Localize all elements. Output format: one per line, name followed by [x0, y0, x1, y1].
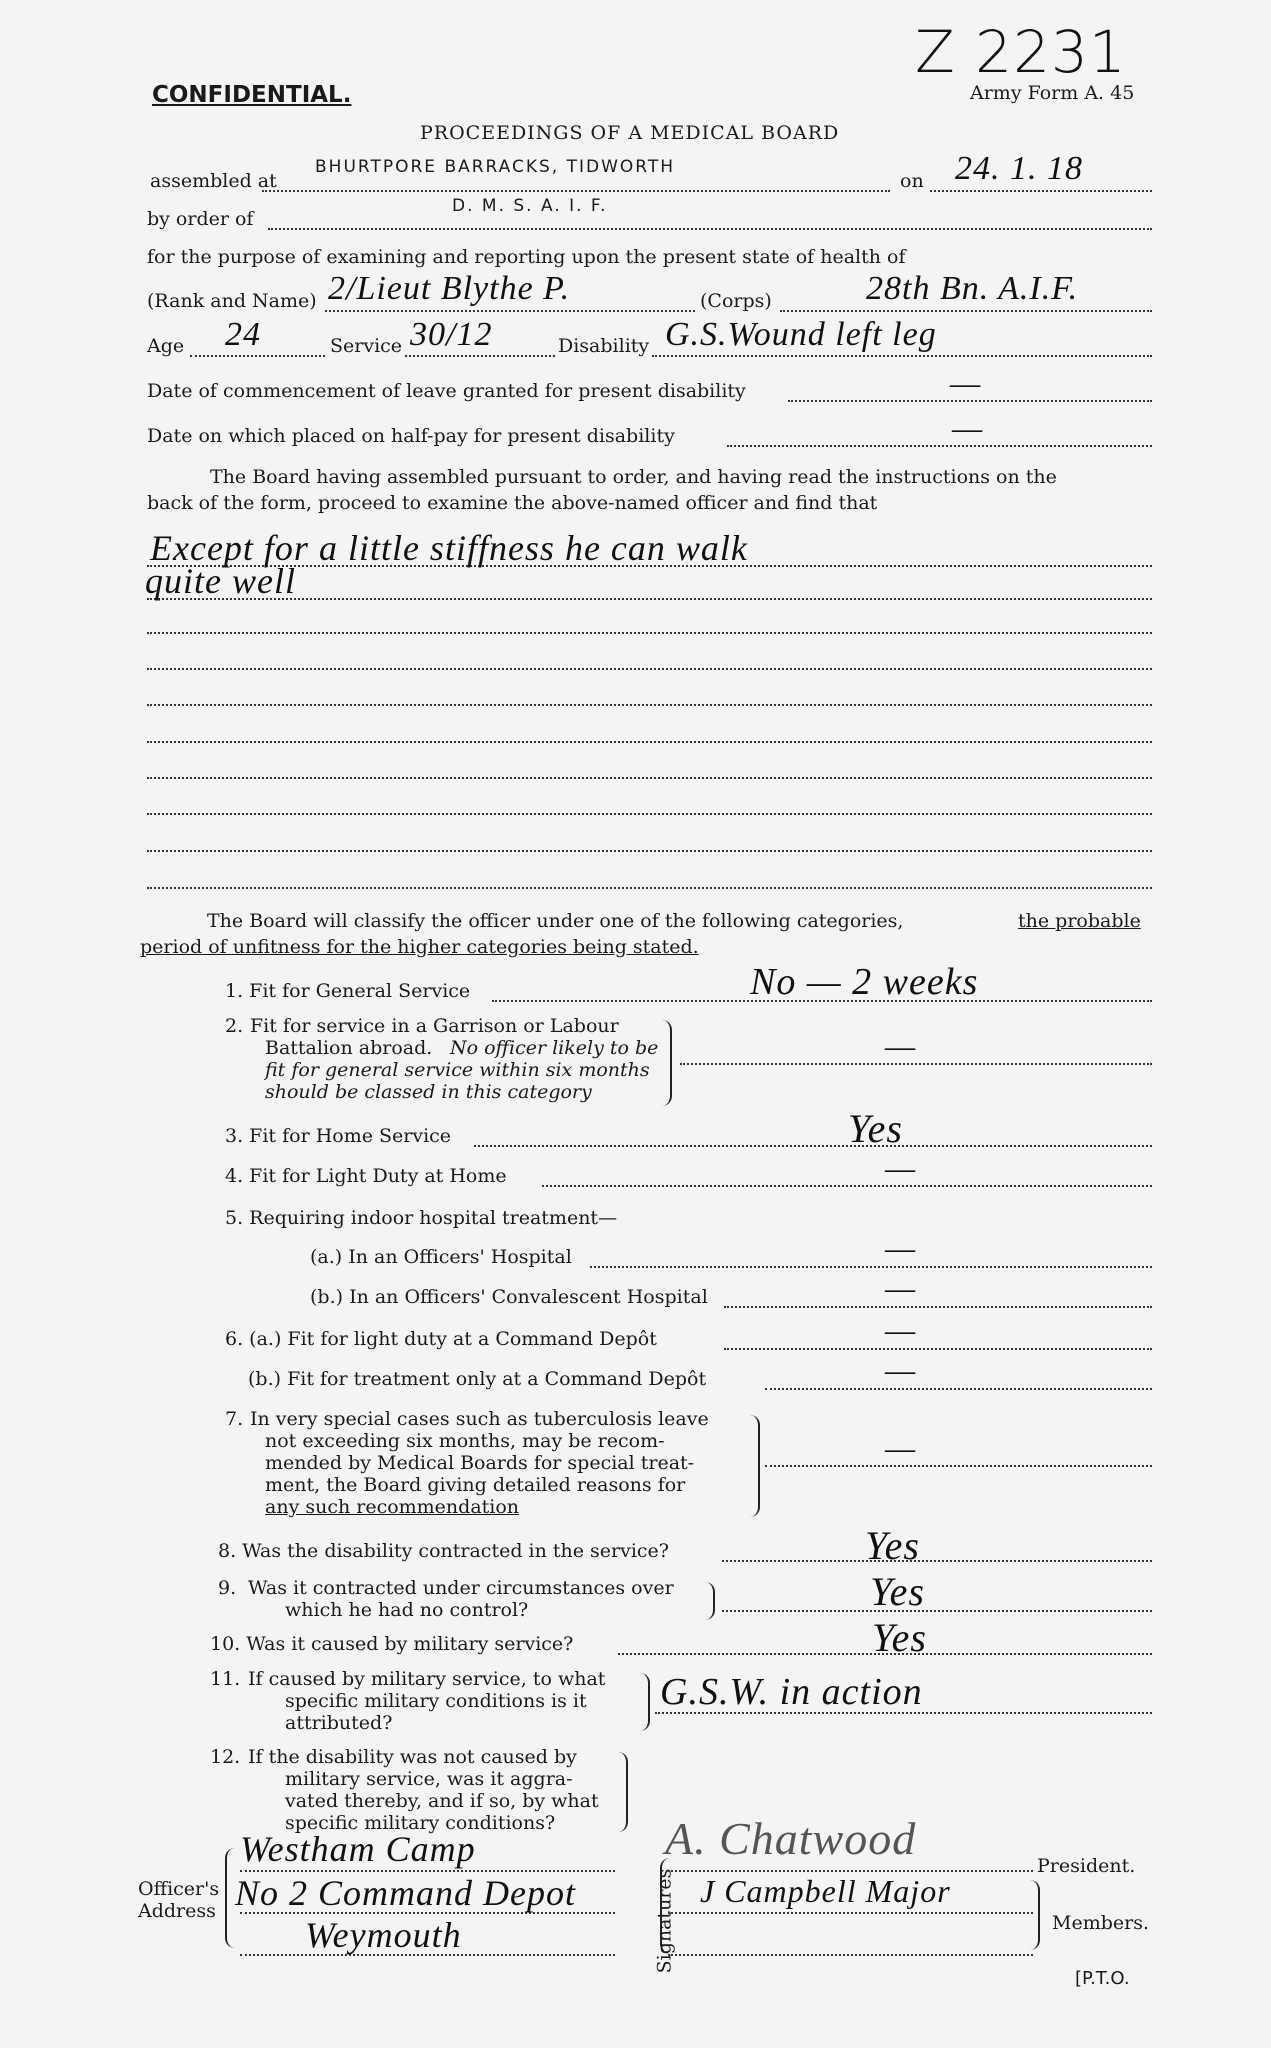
location-rule [262, 190, 890, 192]
question-9-line2: which he had no control? [285, 1599, 529, 1621]
category-5a-label: (a.) In an Officers' Hospital [310, 1246, 572, 1268]
rank-name-label: (Rank and Name) [147, 290, 317, 312]
on-label: on [900, 170, 924, 192]
members-label: Members. [1052, 1912, 1149, 1934]
rank-name-rule [325, 310, 695, 312]
question-9-brace [705, 1582, 715, 1620]
category-3-rule [474, 1145, 1152, 1147]
address-line3: Weymouth [305, 1915, 462, 1955]
address-line2: No 2 Command Depot [235, 1873, 576, 1913]
findings-intro-line2: back of the form, proceed to examine the above-named officer and find that [147, 492, 878, 514]
category-5b-rule [724, 1306, 1152, 1308]
findings-rule-5 [147, 704, 1152, 706]
question-11-value: G.S.W. in action [660, 1671, 923, 1713]
question-9-value: Yes [870, 1569, 925, 1614]
leave-commencement-value: — [950, 365, 982, 402]
ordered-by: D. M. S. A. I. F. [452, 196, 608, 216]
disability-label: Disability [558, 335, 650, 357]
address-label-line1: Officer's [138, 1878, 220, 1900]
category-6a-rule [724, 1348, 1152, 1350]
assembly-date: 24. 1. 18 [955, 150, 1083, 187]
form-name: Army Form A. 45 [970, 82, 1135, 104]
category-7-line4: ment, the Board giving detailed reasons for [265, 1474, 686, 1496]
question-10-value: Yes [872, 1615, 927, 1660]
corps-rule [780, 310, 1152, 312]
question-12-number: 12. [210, 1746, 241, 1768]
members-brace [1028, 1880, 1040, 1950]
question-11-line3: attributed? [285, 1712, 393, 1734]
findings-rule-6 [147, 741, 1152, 743]
category-5-label: 5. Requiring indoor hospital treatment— [225, 1207, 618, 1229]
category-2-line2: Battalion abroad. [265, 1037, 433, 1059]
page-title: PROCEEDINGS OF A MEDICAL BOARD [420, 122, 840, 144]
age-label: Age [147, 335, 185, 357]
president-label: President. [1037, 1855, 1136, 1877]
category-7-number: 7. [225, 1408, 244, 1430]
findings-rule-7 [147, 777, 1152, 779]
disability-value: G.S.Wound left leg [665, 316, 937, 353]
findings-rule-10 [147, 887, 1152, 889]
category-2-value: — [885, 1028, 917, 1065]
category-3-label: 3. Fit for Home Service [225, 1125, 452, 1147]
category-5a-value: — [885, 1230, 917, 1267]
halfpay-label: Date on which placed on half-pay for present disability [147, 425, 675, 447]
assembly-location: BHURTPORE BARRACKS, TIDWORTH [315, 157, 676, 177]
age-value: 24 [225, 316, 261, 353]
category-7-rule [765, 1465, 1152, 1467]
category-2-note1: No officer likely to be [450, 1037, 659, 1059]
classify-line2: period of unfitness for the higher categories being stated. [140, 936, 699, 958]
question-11-brace [640, 1673, 650, 1731]
member-rule-2 [668, 1954, 1033, 1956]
leave-commencement-label: Date of commencement of leave granted for present disability [147, 380, 746, 402]
confidential-heading: CONFIDENTIAL. [152, 82, 352, 108]
findings-rule-9 [147, 850, 1152, 852]
findings-rule-2 [147, 598, 1152, 600]
classify-line1-underlined: the probable [1018, 910, 1141, 932]
president-signature: A. Chatwood [665, 1813, 917, 1864]
category-6a-label: 6. (a.) Fit for light duty at a Command Depôt [225, 1328, 657, 1350]
classify-line1: The Board will classify the officer under one of the following categories, [207, 910, 904, 932]
category-4-rule [542, 1185, 1152, 1187]
question-10-label: 10. Was it caused by military service? [210, 1633, 574, 1655]
please-turn-over: [P.T.O. [1075, 1968, 1130, 1989]
order-rule [268, 228, 1152, 230]
halfpay-rule [727, 445, 1152, 447]
question-9-line1: Was it contracted under circumstances over [248, 1577, 674, 1599]
category-1-label: 1. Fit for General Service [225, 980, 471, 1002]
question-12-brace [618, 1752, 628, 1832]
assembled-label: assembled at [150, 170, 277, 192]
category-3-value: Yes [848, 1106, 903, 1151]
question-11-line2: specific military conditions is it [285, 1690, 587, 1712]
corps-value: 28th Bn. A.I.F. [866, 270, 1079, 307]
category-7-line3: mended by Medical Boards for special treat- [265, 1452, 695, 1474]
reference-number: Z 2231 [915, 18, 1127, 86]
category-7-value: — [885, 1430, 917, 1467]
question-9-number: 9. [218, 1577, 237, 1599]
signatures-brace [660, 1858, 672, 1954]
findings-line1: Except for a little stiffness he can walk [150, 528, 748, 568]
category-7-brace [748, 1415, 760, 1517]
question-8-value: Yes [865, 1523, 920, 1568]
question-8-label: 8. Was the disability contracted in the service? [218, 1540, 669, 1562]
question-12-line3: vated thereby, and if so, by what [285, 1790, 599, 1812]
category-7-line2: not exceeding six months, may be recom- [265, 1430, 665, 1452]
category-2-note3: should be classed in this category [265, 1081, 592, 1103]
category-7-line1: In very special cases such as tuberculosis leave [250, 1408, 709, 1430]
category-2-number: 2. [225, 1015, 244, 1037]
question-12-line2: military service, was it aggra- [285, 1768, 573, 1790]
service-value: 30/12 [410, 316, 493, 353]
purpose-text: for the purpose of examining and reporting upon the present state of health of [147, 246, 906, 268]
findings-rule-3 [147, 632, 1152, 634]
signatures-label: Signatures [653, 1868, 676, 1974]
category-4-label: 4. Fit for Light Duty at Home [225, 1165, 507, 1187]
halfpay-value: — [952, 410, 984, 447]
category-4-value: — [885, 1150, 917, 1187]
category-6b-rule [765, 1388, 1152, 1390]
date-rule [930, 190, 1152, 192]
service-label: Service [330, 335, 403, 357]
member-signature: J Campbell Major [700, 1873, 951, 1909]
question-8-rule [722, 1560, 1152, 1562]
findings-line2: quite well [145, 561, 296, 601]
category-2-brace [660, 1020, 672, 1106]
findings-rule-4 [147, 668, 1152, 670]
question-12-line4: specific military conditions? [285, 1812, 556, 1834]
corps-label: (Corps) [700, 290, 772, 312]
age-rule [190, 355, 325, 357]
address-line1: Westham Camp [240, 1829, 476, 1869]
service-rule [405, 355, 555, 357]
question-9-rule [722, 1610, 1152, 1612]
findings-rule-8 [147, 813, 1152, 815]
disability-rule [652, 355, 1152, 357]
order-label: by order of [147, 208, 254, 230]
question-12-line1: If the disability was not caused by [248, 1746, 577, 1768]
category-5b-value: — [885, 1270, 917, 1307]
category-5b-label: (b.) In an Officers' Convalescent Hospital [310, 1286, 708, 1308]
category-5a-rule [590, 1266, 1152, 1268]
rank-name-value: 2/Lieut Blythe P. [328, 270, 571, 307]
category-1-value: No — 2 weeks [750, 961, 979, 1003]
category-7-line5: any such recommendation [265, 1496, 520, 1518]
category-6b-label: (b.) Fit for treatment only at a Command Depôt [248, 1368, 707, 1390]
findings-intro-line1: The Board having assembled pursuant to order, and having read the instructions on the [210, 466, 1057, 488]
question-11-line1: If caused by military service, to what [248, 1668, 606, 1690]
president-rule [668, 1870, 1033, 1872]
question-11-number: 11. [210, 1668, 241, 1690]
member-rule-1 [668, 1912, 1033, 1914]
address-label-line2: Address [138, 1900, 216, 1922]
category-2-line1: Fit for service in a Garrison or Labour [250, 1015, 619, 1037]
category-6b-value: — [885, 1352, 917, 1389]
category-6a-value: — [885, 1312, 917, 1349]
category-2-note2: fit for general service within six months [265, 1059, 650, 1081]
